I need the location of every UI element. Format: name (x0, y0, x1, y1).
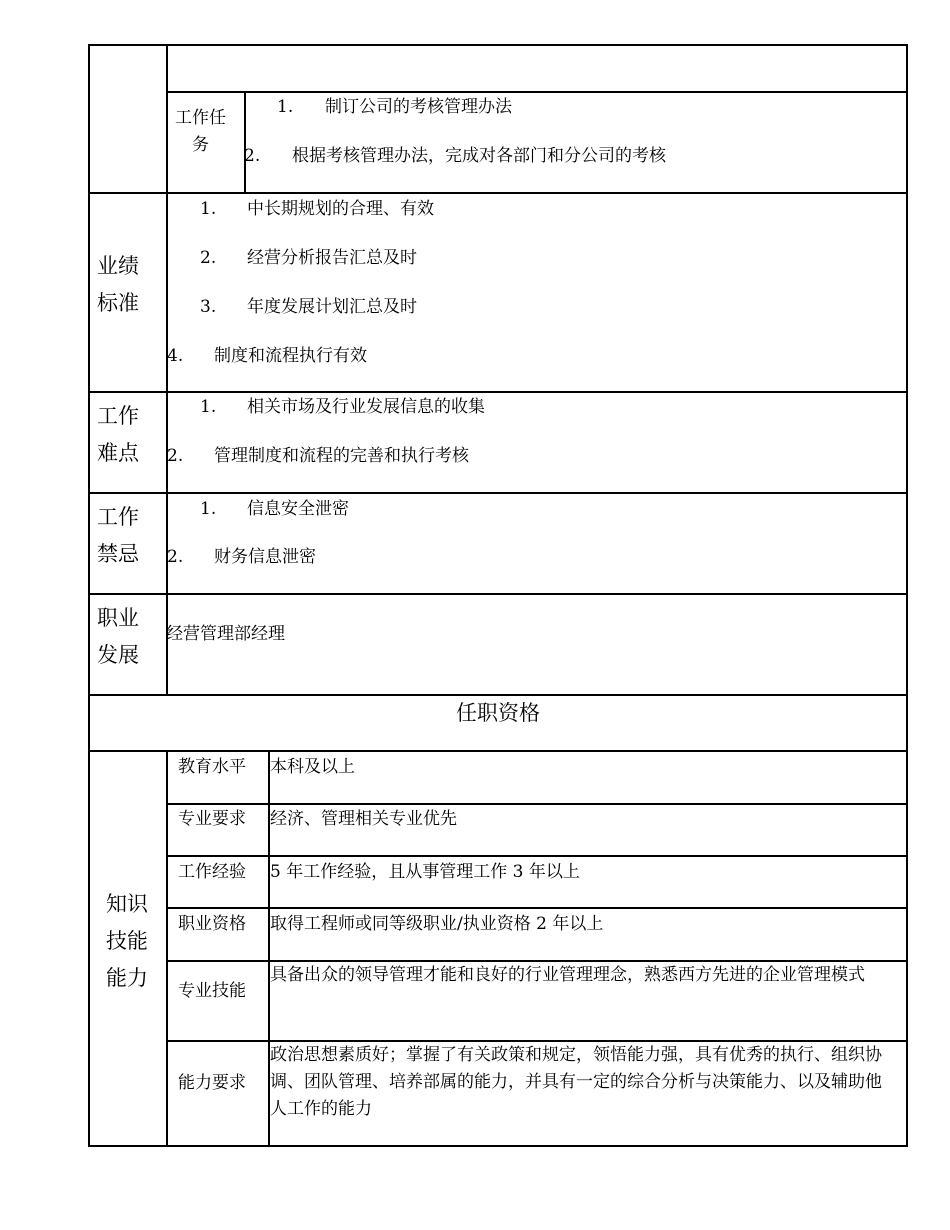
career-label-line1: 职业 (97, 606, 139, 630)
education-value: 本科及以上 (270, 757, 355, 777)
performance-item-2-num: 2. (200, 248, 217, 268)
skills-label: 专业技能 (178, 981, 246, 1001)
experience-value: 5 年工作经验，且从事管理工作 3 年以上 (270, 862, 580, 882)
column-divider (244, 91, 246, 194)
row-divider (166, 803, 908, 805)
task-label-line1: 工作任 (175, 108, 226, 128)
major-value: 经济、管理相关专业优先 (270, 809, 457, 829)
table-border-right (906, 44, 908, 1147)
row-divider (88, 750, 908, 752)
experience-label: 工作经验 (178, 862, 246, 882)
table-border-top (88, 44, 908, 46)
performance-item-3-text: 年度发展计划汇总及时 (247, 297, 417, 317)
education-label: 教育水平 (178, 757, 246, 777)
row-divider (88, 694, 908, 696)
performance-item-4-num: 4. (167, 346, 184, 366)
column-divider (166, 44, 168, 696)
difficulty-label-line2: 难点 (97, 441, 139, 465)
performance-label-line2: 标准 (97, 291, 139, 315)
performance-item-1-text: 中长期规划的合理、有效 (247, 199, 434, 219)
major-label: 专业要求 (178, 809, 246, 829)
row-divider (88, 593, 908, 595)
column-divider (166, 750, 168, 1147)
difficulty-item-2-text: 管理制度和流程的完善和执行考核 (214, 446, 469, 466)
taboo-label-line2: 禁忌 (97, 542, 139, 566)
task-item-1-text: 制订公司的考核管理办法 (325, 97, 512, 117)
performance-label-line1: 业绩 (97, 254, 139, 278)
table-border-left (88, 44, 90, 1147)
row-divider (88, 492, 908, 494)
difficulty-item-2-num: 2. (167, 446, 184, 466)
table-border-bottom (88, 1145, 908, 1147)
qualifications-group-label-line2: 技能 (106, 929, 148, 953)
row-divider (166, 855, 908, 857)
taboo-item-2-text: 财务信息泄密 (214, 547, 316, 567)
row-divider (166, 91, 908, 93)
certification-value: 取得工程师或同等级职业/执业资格 2 年以上 (270, 914, 604, 934)
taboo-item-2-num: 2. (167, 547, 184, 567)
difficulty-item-1-text: 相关市场及行业发展信息的收集 (247, 397, 485, 417)
task-item-1-num: 1. (277, 97, 294, 117)
task-label-line2: 务 (192, 135, 209, 155)
taboo-item-1-num: 1. (200, 499, 217, 519)
certification-label: 职业资格 (178, 914, 246, 934)
skills-value: 具备出众的领导管理才能和良好的行业管理理念，熟悉西方先进的企业管理模式 (270, 965, 865, 985)
performance-item-1-num: 1. (200, 199, 217, 219)
ability-label: 能力要求 (178, 1073, 246, 1093)
qualifications-group-label-line3: 能力 (106, 966, 148, 990)
difficulty-label-line1: 工作 (97, 404, 139, 428)
row-divider (88, 391, 908, 393)
qualifications-title: 任职资格 (456, 701, 540, 725)
taboo-label-line1: 工作 (97, 505, 139, 529)
task-item-2-num: 2. (244, 146, 261, 166)
career-label-line2: 发展 (97, 643, 139, 667)
ability-value: 政治思想素质好；掌握了有关政策和规定，领悟能力强，具有优秀的执行、组织协调、团队管理、培养部属的能力，并具有一定的综合分析与决策能力、以及辅助他人工作的能力 (270, 1045, 882, 1119)
performance-item-4-text: 制度和流程执行有效 (214, 346, 367, 366)
career-path-text: 经营管理部经理 (166, 624, 285, 644)
difficulty-item-1-num: 1. (200, 397, 217, 417)
taboo-item-1-text: 信息安全泄密 (247, 499, 349, 519)
row-divider (166, 907, 908, 909)
row-divider (88, 192, 908, 194)
qualifications-group-label-line1: 知识 (106, 892, 148, 916)
performance-item-2-text: 经营分析报告汇总及时 (247, 248, 417, 268)
task-item-2-text: 根据考核管理办法，完成对各部门和分公司的考核 (292, 146, 666, 166)
performance-item-3-num: 3. (200, 297, 217, 317)
